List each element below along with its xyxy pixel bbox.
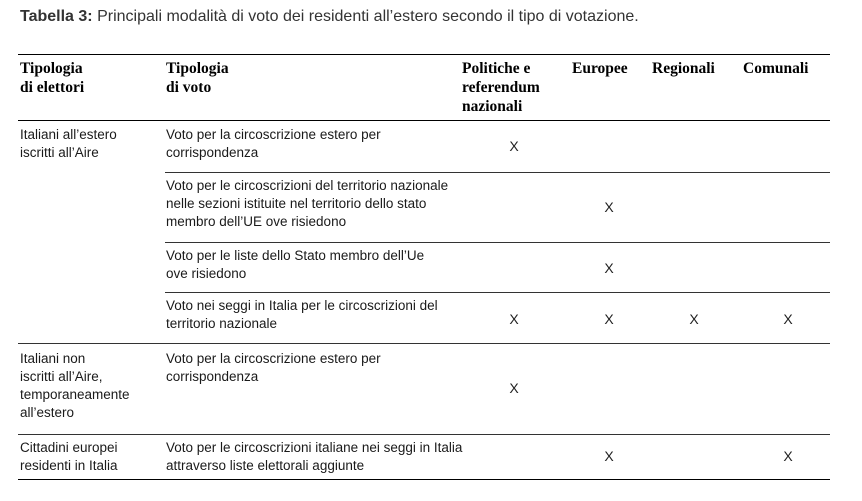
group-label-cittadini-europei: Cittadini europei residenti in Italia bbox=[20, 440, 118, 473]
mark-politiche: X bbox=[509, 311, 519, 327]
mark-politiche: X bbox=[509, 380, 519, 396]
table-bottom-rule bbox=[18, 479, 830, 480]
table-row-voto: Voto per la circoscrizione estero per corrispondenza bbox=[166, 127, 381, 160]
table-row-voto: Voto per la circoscrizione estero per corrispondenza bbox=[166, 351, 381, 384]
row-divider-rule bbox=[165, 242, 830, 243]
group-label-iscritti-aire: Italiani all’estero iscritti all’Aire bbox=[20, 127, 117, 160]
mark-comunali: X bbox=[783, 311, 793, 327]
table-row-voto: Voto per le circoscrizioni del territorio nazionale nelle sezioni istituite nel territorio dello stato membro dell’UE ove risiedono bbox=[166, 178, 449, 229]
mark-regionali: X bbox=[689, 311, 699, 327]
mark-europee: X bbox=[604, 199, 614, 215]
mark-europee: X bbox=[604, 260, 614, 276]
caption-label: Tabella 3: bbox=[20, 8, 93, 25]
row-divider-rule bbox=[165, 172, 830, 173]
mark-politiche: X bbox=[509, 138, 519, 154]
header-politiche-referendum: Politiche e referendum nazionali bbox=[462, 60, 540, 115]
header-europee: Europee bbox=[572, 60, 628, 77]
mark-europee: X bbox=[604, 448, 614, 464]
table-row-voto: Voto nei seggi in Italia per le circoscrizioni del territorio nazionale bbox=[166, 298, 438, 331]
header-tipologia-elettori: Tipologia di elettori bbox=[20, 60, 85, 96]
group-divider-rule bbox=[18, 434, 830, 435]
table-top-rule bbox=[18, 54, 830, 55]
header-comunali: Comunali bbox=[743, 60, 809, 77]
table-row-voto: Voto per le circoscrizioni italiane nei seggi in Italia attraverso liste elettorali aggiunte bbox=[166, 440, 463, 473]
group-divider-rule bbox=[18, 343, 830, 344]
header-tipologia-voto: Tipologia di voto bbox=[166, 60, 229, 96]
mark-comunali: X bbox=[783, 448, 793, 464]
header-regionali: Regionali bbox=[652, 60, 715, 77]
caption-text: Principali modalità di voto dei residenti all’estero secondo il tipo di votazione. bbox=[97, 8, 639, 25]
row-divider-rule bbox=[165, 292, 830, 293]
header-bottom-rule bbox=[18, 120, 830, 121]
table-row-voto: Voto per le liste dello Stato membro dell’Ue ove risiedono bbox=[166, 248, 425, 281]
group-label-non-iscritti: Italiani non iscritti all’Aire, temporaneamente all’estero bbox=[20, 351, 130, 420]
mark-europee: X bbox=[604, 311, 614, 327]
table-caption bbox=[20, 8, 850, 26]
